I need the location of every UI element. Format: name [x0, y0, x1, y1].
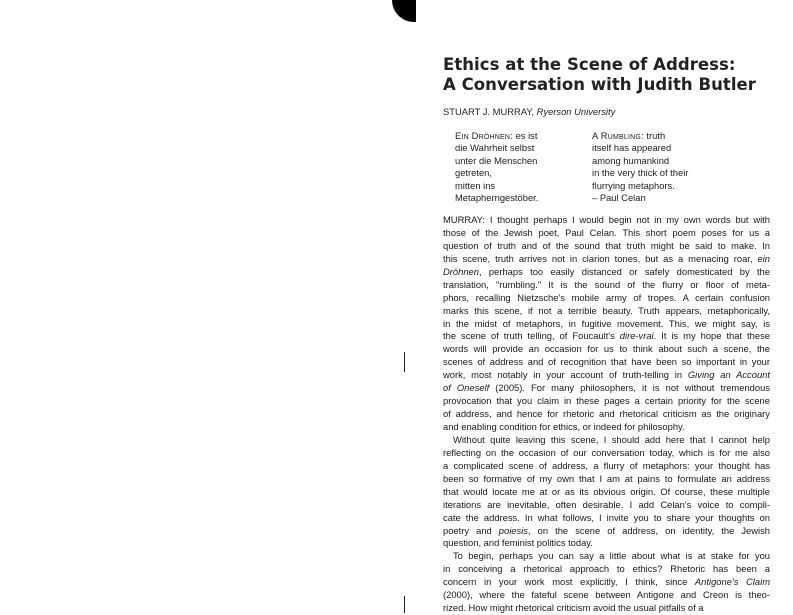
- line-text: that would locate me at or as its obvious origin. Of course, these multiple: [443, 485, 770, 497]
- body-line: [443, 356, 770, 369]
- line-text: phors, recalling Nietzsche's mobile army of tropes. A certain confusion: [443, 291, 770, 303]
- line-text: poetry and: [443, 524, 499, 536]
- author-affiliation: Ryerson University: [536, 106, 616, 117]
- poem-first-word: Ein Dröhnen:: [455, 130, 513, 141]
- body-line: [443, 563, 770, 576]
- body-line: [443, 602, 770, 615]
- line-text: MURRAY: I thought perhaps I would begin not in my own words but with: [443, 214, 770, 225]
- line-text: the scene of truth telling, of Foucault's: [443, 330, 620, 342]
- article-title: [443, 55, 783, 95]
- poem-attribution: – Paul Celan: [592, 192, 646, 204]
- gutter-mark: [404, 596, 405, 613]
- gutter-mark: [404, 352, 405, 372]
- poem-line: among humankind: [592, 154, 670, 166]
- body-line: [443, 486, 770, 499]
- poem-line-rest: truth: [643, 130, 666, 141]
- body-line: [443, 253, 770, 266]
- line-text: work, most notably in your account of truth-telling in: [443, 369, 688, 381]
- body-line: [443, 421, 770, 434]
- body-line: [443, 512, 770, 525]
- epigraph-german: [455, 130, 538, 204]
- title-line: Ethics at the Scene of Address:: [443, 55, 736, 74]
- line-text: of address, and hence for rhetoric and rhetorical criticism as the originary: [443, 408, 770, 420]
- body-line: [443, 473, 770, 486]
- body-line: [443, 343, 770, 356]
- line-text: this scene, truth arrives not in clarion tones, but as a menacing roar,: [443, 252, 758, 264]
- poem-line-rest: es ist: [512, 130, 538, 141]
- line-text: provocation that you claim in these pages a certain priority for the scene: [443, 395, 770, 407]
- body-line: [443, 576, 770, 589]
- line-text: and enabling condition for ethics, or indeed for philosophy.: [443, 421, 685, 432]
- body-line: [443, 537, 770, 550]
- body-line: [443, 550, 770, 563]
- line-text: question of truth and of the sound that truth might be said to make. In: [443, 239, 770, 251]
- line-text: translation, "rumbling." It is the sound of the flurry or floor of meta-: [443, 278, 770, 290]
- line-text: marks this scene, if not a terrible beauty. Truth appears, metaphorically,: [443, 304, 770, 316]
- body-line: [443, 460, 770, 473]
- poem-line: die Wahrheit selbst: [455, 142, 535, 154]
- body-line: [443, 499, 770, 512]
- poem-first-word: A Rumbling:: [592, 130, 644, 141]
- body-line: [443, 279, 770, 292]
- body-line: [443, 395, 770, 408]
- line-text: To begin, perhaps you can say a little about what is at stake for you: [453, 550, 770, 562]
- line-text: concern in your work most explicitly, I think, since: [443, 576, 695, 588]
- body-line: [443, 525, 770, 538]
- poem-line: mitten ins: [455, 179, 496, 191]
- line-text: been so formative of my own that I am at pains to formulate an address: [443, 472, 770, 484]
- line-text: (2005). For many philosophers, it is not without tremendous: [489, 382, 770, 394]
- italic-term: of Oneself: [443, 382, 490, 394]
- poem-line: [592, 130, 688, 142]
- body-line: [443, 447, 770, 460]
- body-line: [443, 240, 770, 253]
- byline: [443, 106, 615, 117]
- line-text: scenes of address and of recognition that have been so important in your: [443, 356, 770, 368]
- line-text: in the midst of metaphors, in fugitive movement. This, we might say, is: [443, 317, 770, 329]
- line-text: cate the address. In what follows, I invite you to share your thoughts on: [443, 511, 770, 523]
- body-line: [443, 434, 770, 447]
- body-line: [443, 227, 770, 240]
- line-text: (2000), where the fateful scene between Antigone and Creon is theo-: [443, 589, 770, 601]
- poem-line: Metapherngestöber.: [455, 192, 539, 204]
- italic-term: dire-vrai: [619, 330, 654, 342]
- book-spine-shadow: [392, 0, 416, 22]
- body-line: [443, 305, 770, 318]
- body-line: [443, 589, 770, 602]
- body-line: [443, 382, 770, 395]
- poem-line: in the very thick of their: [592, 167, 689, 179]
- poem-line: unter die Menschen: [455, 154, 538, 166]
- line-text: , on the scene of address, on identity, the Jewish: [527, 524, 770, 536]
- title-line: A Conversation with Judith Butler: [443, 75, 756, 94]
- body-line: [443, 266, 770, 279]
- body-line: [443, 318, 770, 331]
- italic-term: ein: [757, 252, 770, 264]
- italic-term: Giving an Account: [687, 369, 770, 381]
- line-text: rized. How might rhetorical criticism avoid the usual pitfalls of a: [443, 602, 704, 614]
- line-text: words will provide an occasion for us to think about such a scene, the: [443, 343, 770, 355]
- body-line: [443, 408, 770, 421]
- line-text: , perhaps too easily distanced or safely domesticated by the: [478, 265, 770, 277]
- line-text: in conceiving a rhetorical approach to ethics? Rhetoric has been a: [443, 563, 770, 575]
- line-text: those of the Jewish poet, Paul Celan. This short poem poses for us a: [443, 226, 770, 238]
- article-body: [443, 214, 770, 615]
- line-text: . It is my hope that these: [653, 330, 770, 342]
- epigraph-english: [592, 130, 688, 204]
- line-text: question, and feminist politics today.: [443, 537, 593, 549]
- body-line: [443, 292, 770, 305]
- poem-line: getreten,: [455, 167, 493, 179]
- line-text: reflecting on the occasion of our conversation today, which is for me also: [443, 446, 770, 458]
- body-line: [443, 369, 770, 382]
- line-text: a complicated scene of address, a flurry of metaphors: your thought has: [443, 459, 770, 471]
- body-line: [443, 330, 770, 343]
- poem-line: itself has appeared: [592, 142, 672, 154]
- line-text: Without quite leaving this scene, I should add here that I cannot help: [453, 433, 770, 445]
- poem-line: flurrying metaphors.: [592, 179, 675, 191]
- author-name: STUART J. MURRAY,: [443, 106, 534, 117]
- body-line: [443, 214, 770, 227]
- italic-term: Dröhnen: [443, 265, 479, 277]
- line-text: iterations are inevitable, often desirable. I add Celan's voice to compli-: [443, 498, 770, 510]
- italic-term: Antigone's Claim: [694, 576, 771, 588]
- italic-term: poiesis: [498, 524, 528, 536]
- poem-line: [455, 130, 538, 142]
